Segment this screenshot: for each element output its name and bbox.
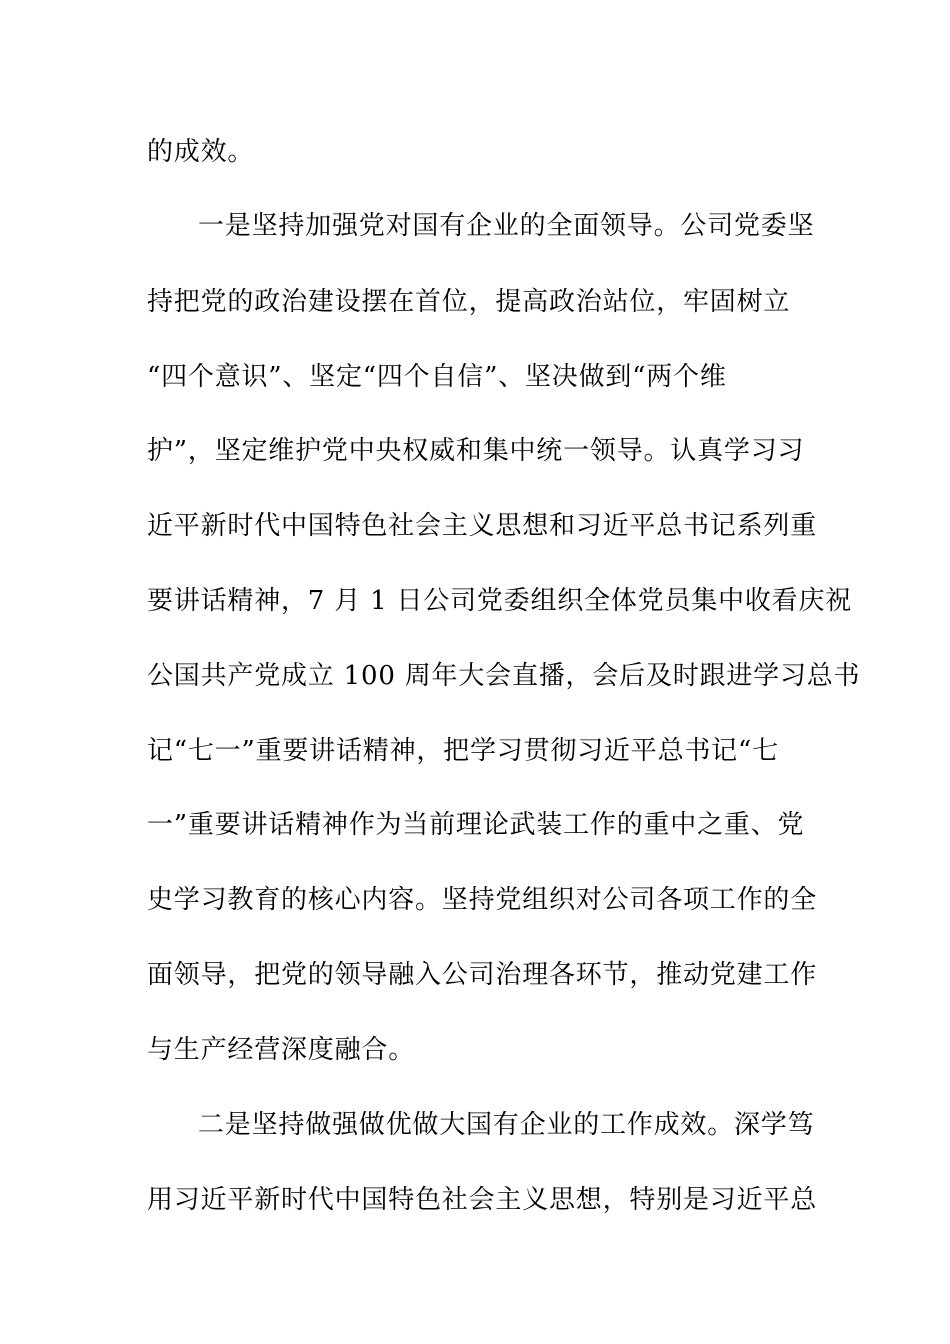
text-line-15: 用习近平新时代中国特色社会主义思想，特别是习近平总 <box>147 1185 818 1215</box>
text-line-7: 要讲话精神，7 月 1 日公司党委组织全体党员集中收看庆祝 <box>147 586 853 616</box>
text-line-3: 持把党的政治建设摆在首位，提高政治站位，牢固树立 <box>147 287 791 317</box>
text-line-12: 面领导，把党的领导融入公司治理各环节，推动党建工作 <box>147 960 818 990</box>
text-line-5: 护”，坚定维护党中央权威和集中统一领导。认真学习习 <box>147 436 805 466</box>
text-line-6: 近平新时代中国特色社会主义思想和习近平总书记系列重 <box>147 511 818 541</box>
text-line-9: 记“七一”重要讲话精神，把学习贯彻习近平总书记“七 <box>147 736 779 766</box>
text-line-13: 与生产经营深度融合。 <box>147 1035 416 1065</box>
text-line-11: 史学习教育的核心内容。坚持党组织对公司各项工作的全 <box>147 885 818 915</box>
paragraph-start-line: 二是坚持做强做优做大国有企业的工作成效。深学笃 <box>198 1110 815 1140</box>
paragraph-start-line: 一是坚持加强党对国有企业的全面领导。公司党委坚 <box>198 211 815 241</box>
text-line-10: 一”重要讲话精神作为当前理论武装工作的重中之重、党 <box>147 810 805 840</box>
text-line-4: “四个意识”、坚定“四个自信”、坚决做到“两个维 <box>147 362 727 392</box>
text-line-8: 公国共产党成立 100 周年大会直播，会后及时跟进学习总书 <box>147 661 861 691</box>
text-line-1: 的成效。 <box>147 137 255 167</box>
